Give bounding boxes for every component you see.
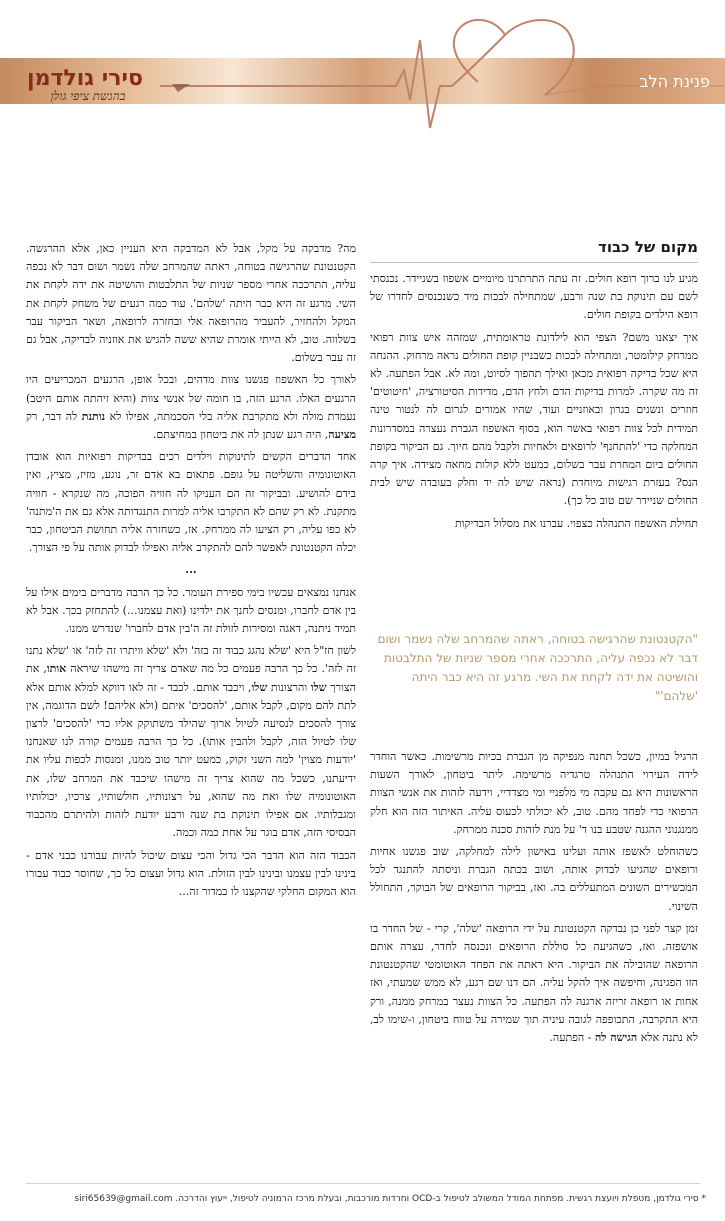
text-run: לשון חז"ל היא 'שלא נהגג כבוד זה בזה' ולא 'שלא וויתרו זה לזה' או 'שלא נתנו זה לזה'. כל כך הרבה פעמים כל מה שאדם צריך זה מישהו שיראה: [26, 644, 356, 676]
section-separator: ...: [185, 563, 197, 577]
paragraph: מה? מדבקה על מקל, אבל לא המדבקה היא העניין כאן, אלא ההרגשה. הקטנטונת שהרגישה בטוחה, ראתה שהמרחב שלה נשמר ושום דבר לא נכפה עליה, התרככה אחרי מספר שניות של התלבטות והושיטה את ידה לקחת את השי. מרגע זה היא כבר היתה 'שלהם'. עוד כמה רגעים של משחק לקחת את המקל ולהחזיר, להעביר מהרופאה אלי ובחזרה לרופאה, ושאר הביקור עבר בשלווה. טוב, לא הייתי אומרת שהיא ששה להגיש את אוזניה לבדיקה, אבל גם זה עבר בשלום.: [26, 242, 356, 365]
article-column-right-bottom: [370, 748, 698, 1051]
article-title: מקום של כבוד: [370, 238, 698, 263]
bold-text: שלו: [310, 680, 327, 694]
text-run: והרצונות: [267, 680, 311, 694]
author-name: סירי גולדמן: [27, 66, 143, 91]
text-run: , את הצורך: [26, 662, 356, 694]
article-column-left: [26, 240, 356, 905]
paragraph: מגיע לנו ברוך רופא חולים. זה עתה התרתרנו מיומיים אשפוז בשניידר. נכנסתי לשם עם תינוקת בת שנה ורבע, שמתחילה לבכות מיד כשנכנסים לחדרו של רופא הילדים בקופת חולים.: [370, 272, 698, 322]
paragraph: [370, 920, 698, 1047]
paragraph: [26, 642, 356, 842]
bold-text: הגישה לה: [594, 1031, 638, 1045]
footer-divider: [26, 1183, 700, 1184]
bold-text: מציעה: [328, 428, 356, 442]
paragraph: הכבוד הזה הוא הדבר הכי גדול והכי עצום שיכול להיות עבורנו כבני אדם - בינינו לבין עצמנו ובינינו לבין הזולת. הוא גדול ועצום כל כך, שחוסר כבוד עבורו הוא המקום החלקי שהקצנו לו במדור זה...: [26, 848, 356, 898]
editor-credit: בהגשת ציפי גולן: [50, 89, 126, 103]
pull-quote: "הקטנטונת שהרגישה בטוחה, ראתה שהמרחב שלה נשמר ושום דבר לא נכפה עליה, התרככה אחרי מספר שניות של התלבטות והושיטה את ידה לקחת את השי. מרגע זה היא כבר היתה 'שלהם'": [377, 632, 698, 703]
bold-text: אותו: [46, 662, 67, 676]
paragraph: הרגיל במיון, כשכל תחנה מנפיקה מן הגברת בכיות מרשימות. כאשר הוחדר לידה העירוי התנהלה טרגדיה מרשימה. ליתר ביטחון, לאורך השעות הראשונות היא גם עקבה מי מלפניי ומי מצדדיי, וידעה לזהות את אנשי הצוות הרפואי כדי לפחד מהם. טוב, לא יכולתי לכעוס עליה. האיתור הזה הוא חלק ממנגנוני ההגנה שטבע בנו ד' על מנת לזהות סכנה ממרחק.: [370, 750, 698, 836]
paragraph: אנחנו נמצאים עכשיו בימי ספירת העומר. כל כך הרבה מדברים בימים אילו על בין אדם לחברו, ומנסים לחנך את ילדינו (ואת עצמנו...) להתחזק בכך. אבל לא תמיד ניתנה, דאגה ומסירות לזולת זה ה'בין אדם לחברו' שנדרש ממנו.: [26, 585, 356, 636]
text-run: זמן קצר לפני כן נבדקה הקטנטונת על ידי הרופאה 'שלה', קרי - של החדר בו אושפזה. ואז, כשהגיעה כל סוללת הרופאים ונכנסה לחדר, עצרה אותם הרופאה שהובילה את הביקור. היא ראתה את הפחד האוטומטי שהקטנטונת הזו הפגינה, וחיפשה איך להקל עליה. הם דנו שם רגע, לא ממש שמעתי, ואז אחות או רופאה זריזה ארגנה לה הפתעה. כל הצוות נעצר במרחק ממנה, ורק היא התקרבה, התכופפה לגובה עיניה תוך שמירה על טווח ביטחון, ו-שימו לב, לא נתנה אלא: [370, 921, 698, 1045]
text-run: , היה רגע שנתן לה את ביטחון במחיצתם.: [152, 428, 329, 442]
column-title: פנינת הלב: [639, 72, 710, 91]
text-run: , ויכבד אותם. לכבד - זה לאו דווקא למלא אותם אלא לתת להם מקום, לקבל אותם, 'להסכים' איתם (ולא אליהם! לשם הדוגמה, אין צורך להסכים לנסיעה לטיול ארוך שהילד משתוקק אליו כדי 'להסכים' לרצון שלו לטיול הזה, לקבל ולהבין אותו). כל כך הרבה פעמים קורה לנו שאנחנו 'יודעות מצוין' למה השני זקוק, כמעט יותר טוב ממנו, ומנסות לכפות עליו את ידיעתנו, כשכל מה שהוא צריך זה מישהו שיכבד את המרחב שלו, את האוטונומיה שלו ואת מה שהוא, על רצונותיו, חולשותיו, צרכיו, יכולותיו ומגבלותיו. אם אפילו תינוקת בת שנה ורבע יודעת לזהות ולהיתרם מהכבוד הבסיסי הזה, אדם בוגר על אחת כמה וכמה.: [26, 680, 356, 840]
bold-text: שלו: [251, 680, 268, 694]
author-footnote: * סירי גולדמן, מטפלת ויועצת רגשית. מפתחת המודל המשולב לטיפול ב-OCD וחרדות מורכבות, ובעלת מרכז הרמוניה לטיפול, ייעוץ והדרכה. siri65639@gmail.com: [74, 1194, 706, 1204]
bold-text: נותנת: [81, 409, 106, 423]
article-column-right-top: [370, 270, 698, 537]
text-run: לה דבר, רק: [26, 409, 82, 423]
text-run: לאורך כל האשפוז פגשנו צוות מדהים, ובכל אופן, הרגעים המכריעים היו הרגעים האלו. הרגע הזה, בו חומה של אנשי צוות (והיא זיהתה אותם היטב) נעמדת מולה ולא מתקרבת אליה בלי הסכמתה, אפילו לא: [26, 373, 357, 423]
paragraph: איך יצאנו משם? הצפי הוא לילדונת טראומתית, שמזהה איש צוות רפואי ממרחק קילומטר, ומתחילה לבכות כשבניין קופת החולים נראה מרחוק. ההנחה היא שכל בדיקה רפואית מכאן ואילך תהפוך לסיוט, ומה לא. אבל הפתעה. לא זה מה שקרה. למרות בדיקות הדם ולחץ הדם, מדידות הסיטורציה, 'חיטוטים' חוזרים ונשנים בגרון ובאוזניים ועוד, שהיו אמורים לגרום לה לנטור טינה תמידית לכל צוות רפואי באשר הוא, בסוף האשפוז הגברת נעצרה במסדרונות המחלקה כדי 'להתחנף' לרופאים ולאחיות ולקבל מהם חיוך. גם הביקור בקופת החולים ביום המחרת עבר בשלום, כמעט ללא קולות מחאה מצידה. איך קרה הנס? בעזרת רגישות מיוחדת (נראה שיש לה יד וחלק בעובדה שיש לבית החולים שניידר שם טוב כל כך).: [370, 330, 698, 508]
text-run: - הפתעה.: [549, 1031, 595, 1045]
paragraph: [26, 371, 356, 444]
paragraph: אחד הדברים הקשים לתינוקות וילדים רכים בבדיקות רפואיות הוא אובדן האוטונומיה והשליטה על גופם. פתאום בא אדם זר, נוגע, מזיז, מציץ, ואין בידם להושיע. ובביקור זה הם העניקו לה חוויה הפוכה, מה שנקרא - חוויה מתקנת. לא רק שהם לא התקרבו אליה למרות התנגדותה אלא גם את ה'מתנה' לא כפו עליה, רק הציעו לה ממרחק. אז, כשחזרה אליה תחושת הביטחון, כבר יכלה הקטנטונת לאפשר להם להתקרב אליה ואפילו לבדוק אותה על פי הצורך.: [26, 450, 356, 555]
paragraph: כשהוחלט לאשפז אותה ועלינו באישון לילה למחלקה, שוב פגשנו אחיות ורופאים שהגיעו לבדוק אותה, ושוב בכתה הגברת וניסתה להתנגד לכל המכשירים השונים המתעללים בה. ואז, בביקור הרופאים של הבוקר, התחולל השינוי.: [370, 845, 698, 913]
paragraph: תחילת האשפוז התנהלה כצפוי. עברנו את מסלול הבדיקות: [454, 516, 698, 530]
